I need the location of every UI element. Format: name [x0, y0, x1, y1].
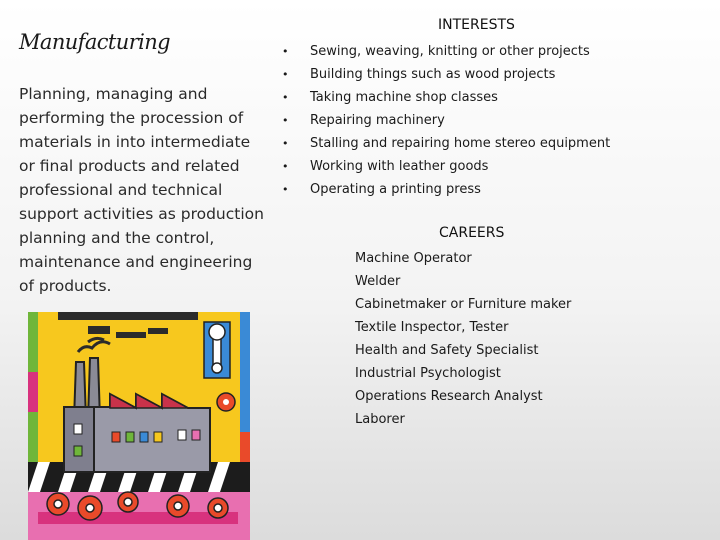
career-item: Operations Research Analyst — [355, 389, 543, 404]
interest-item: • Sewing, weaving, knitting or other projects — [280, 40, 610, 63]
career-item: Cabinetmaker or Furniture maker — [355, 297, 572, 312]
career-item: Welder — [355, 274, 401, 289]
page-title: Manufacturing — [19, 30, 171, 54]
factory-clipart-icon — [28, 312, 250, 540]
bullet-icon: • — [282, 45, 289, 58]
interest-item: • Taking machine shop classes — [280, 86, 610, 109]
bullet-icon: • — [282, 91, 289, 104]
bullet-icon: • — [282, 160, 289, 173]
career-item: Industrial Psychologist — [355, 366, 501, 381]
career-item: Laborer — [355, 412, 405, 427]
careers-list — [355, 247, 571, 431]
career-item: Machine Operator — [355, 251, 472, 266]
description-text: Planning, managing and performing the procession of materials in into intermediate or final products and related professional and technical support activities as production planning and the control, maintenance and engineering of products. — [19, 85, 264, 295]
interest-item: • Stalling and repairing home stereo equipment — [280, 132, 610, 155]
bullet-icon: • — [282, 137, 289, 150]
career-item: Textile Inspector, Tester — [355, 320, 509, 335]
bullet-icon: • — [282, 68, 289, 81]
career-item: Health and Safety Specialist — [355, 343, 539, 358]
interest-item: • Repairing machinery — [280, 109, 610, 132]
interest-item: • Working with leather goods — [280, 155, 610, 178]
wrench-icon — [204, 322, 230, 378]
bullet-icon: • — [282, 183, 289, 196]
careers-heading: CAREERS — [439, 225, 505, 241]
interests-list — [280, 40, 610, 201]
interest-item: • Building things such as wood projects — [280, 63, 610, 86]
interests-heading: INTERESTS — [438, 17, 515, 33]
bullet-icon: • — [282, 114, 289, 127]
interest-item: • Operating a printing press — [280, 178, 610, 201]
